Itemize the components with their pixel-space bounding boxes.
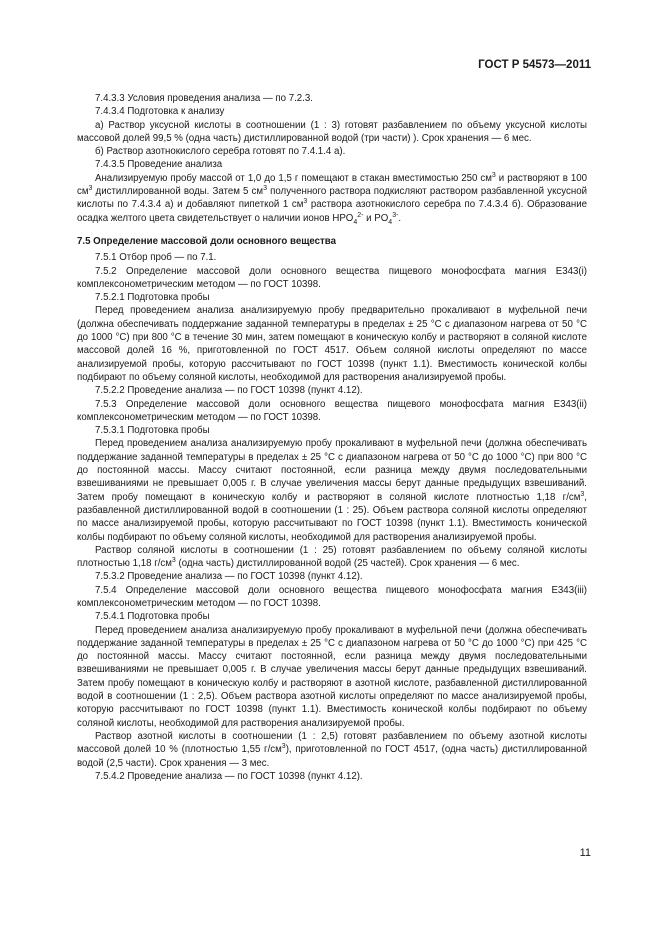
sample-prep-paragraph-2: Перед проведением анализа анализируемую пробу прокаливают в муфельной печи (должна обеспечивать поддержание заданной температуры в пределах ± 25 °С с диапазоном нагрева от 50 °С до 1000 °С) при 800 °С до постоянной массы. Массу считают постоянной, если разница между двумя последовательными взвешиваниями не превышает 0,005 г. В случае увеличения массы берут данные предыдущих взвешиваний. Затем пробу помещают в коническую колбу и растворяют в соляной кислоте плотностью 1,18 $г/см^3$, разбавленной дистиллированной водой в соотношении (1 : 25). Объем раствора соляной кислоты определяют по массе анализируемой пробы, которую рассчитывают по ГОСТ 10398 (пункт 1.1). Вместимость конической колбы подбирают по объему соляной кислоты, необходимой для растворения анализируемой пробы. (77, 438, 587, 543)
item-b-silver-nitrate: б) Раствор азотнокислого серебра готовят по 7.4.1.4 а). (95, 146, 346, 158)
clause-7-5-1: 7.5.1 Отбор проб — по 7.1. (95, 252, 217, 264)
clause-7-5-3-2: 7.5.3.2 Проведение анализа — по ГОСТ 10398 (пункт 4.12). (95, 571, 363, 583)
clause-7-5-4-1: 7.5.4.1 Подготовка пробы (95, 611, 210, 623)
sample-prep-paragraph-3: Перед проведением анализа анализируемую пробу прокаливают в муфельной печи (должна обеспечивать поддержание заданной температуры в пределах ± 25 °С с диапазоном нагрева от 50 °С до 1000 °С) при 425 °С до постоянной массы. Массу считают постоянной, если разница между двумя последовательными взвешиваниями не превышает 0,005 г. В случае увеличения массы берут данные предыдущих взвешиваний. Затем пробу помещают в коническую колбу и растворяют в азотной кислоте, разбавленной дистиллированной водой в соотношении (1 : 2,5). Объем раствора азотной кислоты определяют по массе анализируемой пробы, которую рассчитывают по ГОСТ 10398 (пункт 1.1). Вместимость конической колбы подбирают по объему соляной кислоты, необходимой для растворения анализируемой пробы. (77, 624, 587, 729)
clause-7-4-3-4: 7.4.3.4 Подготовка к анализу (95, 106, 225, 118)
clause-7-5-3-1: 7.5.3.1 Подготовка пробы (95, 425, 210, 437)
standard-header: ГОСТ Р 54573—2011 (478, 59, 591, 71)
clause-7-5-2: 7.5.2 Определение массовой доли основного вещества пищевого монофосфата магния Е343(i) комплексонометрическим методом — по ГОСТ 10398. (77, 265, 587, 290)
clause-7-5-4: 7.5.4 Определение массовой доли основного вещества пищевого монофосфата магния Е343(iii) комплексонометрическим методом — по ГОСТ 10398. (77, 584, 587, 609)
section-heading-7-5: 7.5 Определение массовой доли основного вещества (77, 235, 337, 247)
clause-7-4-3-3: 7.4.3.3 Условия проведения анализа — по 7.2.3. (95, 93, 313, 104)
clause-7-4-3-5: 7.4.3.5 Проведение анализа (95, 159, 223, 171)
document-body (77, 92, 587, 783)
sample-prep-paragraph-1: Перед проведением анализа анализируемую пробу предварительно прокаливают в муфельной печи (должна обеспечивать поддержание заданной температуры в пределах ± 25 °С с диапазоном нагрева от 50 °С до 1000 °С) при 800 °С в течение 30 мин, затем помещают в коническую колбу и растворяют в соляной кислоте массовой долей 16 %, приготовленной по ГОСТ 4517. Объем соляной кислоты определяют по массе анализируемой пробы, которую рассчитывают по ГОСТ 10398 (пункт 1.1). Вместимость конической колбы подбирают по объему соляной кислоты, необходимой для растворения анализируемой пробы. (77, 305, 587, 383)
clause-7-5-2-1: 7.5.2.1 Подготовка пробы (95, 292, 210, 304)
hcl-solution-paragraph: Раствор соляной кислоты в соотношении (1 : 25) готовят разбавлением по объему соляной кислоты плотностью 1,18 $г/см^3$ (одна часть) дистиллированной водой (25 частей). Срок хранения — 6 мес. (77, 544, 587, 570)
clause-7-5-3: 7.5.3 Определение массовой доли основного вещества пищевого монофосфата магния Е343(ii) комплексонометрическим методом — по ГОСТ 10398. (77, 398, 587, 423)
nitric-acid-solution-paragraph: Раствор азотной кислоты в соотношении (1 : 2,5) готовят разбавлением по объему азотной кислоты массовой долей 10 % (плотностью 1,55 $г/см^3$), приготовленной по ГОСТ 4517, (одна часть) дистиллированной водой (2,5 части). Срок хранения — 3 мес. (77, 730, 587, 769)
page-number: 11 (579, 847, 591, 859)
clause-7-5-4-2: 7.5.4.2 Проведение анализа — по ГОСТ 10398 (пункт 4.12). (95, 770, 363, 782)
item-a-acetic-acid: а) Раствор уксусной кислоты в соотношении (1 : 3) готовят разбавлением по объему уксусной кислоты массовой долей 99,5 % (одна часть) дистиллированной водой (три части) ). Срок хранения — 6 мес. (77, 119, 587, 144)
clause-7-5-2-2: 7.5.2.2 Проведение анализа — по ГОСТ 10398 (пункт 4.12). (95, 385, 363, 397)
analysis-procedure-paragraph: Анализируемую пробу массой от 1,0 до 1,5 г помещают в стакан вместимостью 250 $см^3$ и растворяют в 100 $см^3$ дистиллированной воды. Затем 5 $см^3$ полученного раствора подкисляют раствором разбавленной уксусной кислоты по 7.4.3.4 а) и добавляют пипеткой 1 $см^3$ раствора азотнокислого серебра по 7.4.3.4 б). Образование осадка желтого цвета свидетельствует о наличии ионов $HPO_4^{2-}$ и $PO_4^{3-}$. (77, 171, 587, 226)
